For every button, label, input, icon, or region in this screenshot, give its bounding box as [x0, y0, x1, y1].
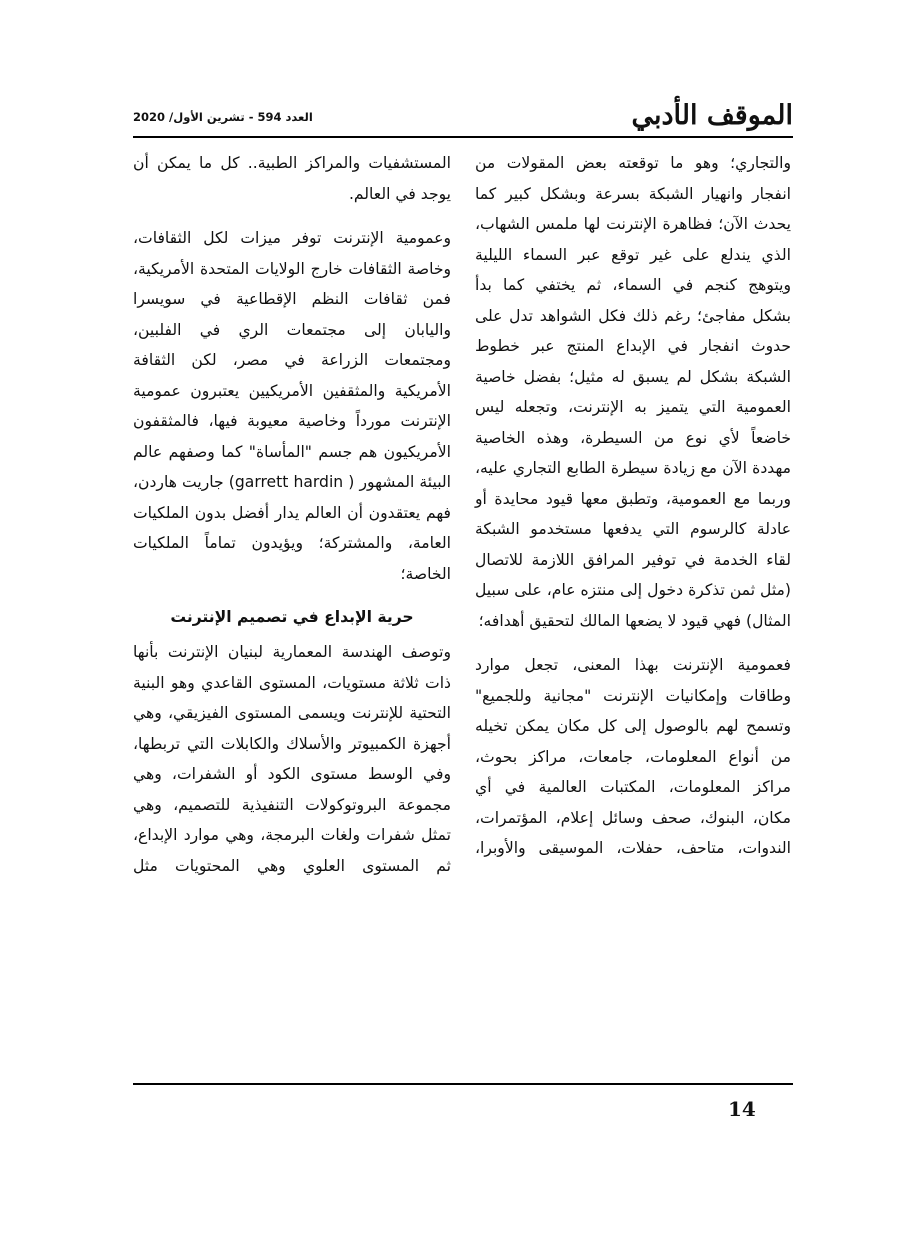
header-rule: [133, 136, 793, 138]
paragraph: وتوصف الهندسة المعمارية لبنيان الإنترنت بأنها ذات ثلاثة مستويات، المستوى القاعدي وهو البنية التحتية للإنترنت ويسمى المستوى الفيزيقي، وهي أجهزة الكمبيوتر والأسلاك والكابلات التي تربطها، وفي الوسط مستوى الكود أو الشفرات، وهي مجموعة البروتوكولات التنفيذية للتصميم، وهي تمثل شفرات ولغات البرمجة، وهي موارد الإبداع، ثم المستوى العلوي وهي المحتويات مثل: [133, 643, 451, 875]
page-header: [133, 100, 793, 136]
issue-info: العدد 594 - تشرين الأول/ 2020: [133, 110, 313, 124]
paragraph: وعمومية الإنترنت توفر ميزات لكل الثقافات، وخاصة الثقافات خارج الولايات المتحدة الأمريكية، فمن ثقافات النظم الإقطاعية في سويسرا واليابان إلى مجتمعات الري في الفلبين، ومجتمعات الزراعة في مصر، لكن الثقافة الأمريكية والمثقفين الأمريكيين يعتبرون عمومية الإنترنت مورداً وخاصية معيوبة فيها، فالمثقفون الأمريكيون هم جسم "المأساة" كما وصفهم عالم البيئة المشهور ( garrett hardin) جاريت هاردن، فهم يعتقدون أن العالم يدار أفضل بدون الملكيات العامة، والمشتركة؛ ويؤيدون تماماً الملكيات الخاصة؛: [133, 229, 451, 583]
paragraph: فعمومية الإنترنت بهذا المعنى، تجعل موارد وطاقات وإمكانيات الإنترنت "مجانية وللجميع" وتسمح لهم بالوصول إلى كل مكان يمكن تخيله من أنواع المعلومات، جامعات، مراكز بحوث، مراكز المعلومات، المكتبات العالمية في أي مكان، البنوك، صحف وسائل إعلام، المؤتمرات، الندوات، متاحف، حفلات، الموسيقى والأوبرا،: [475, 656, 791, 857]
section-heading: حرية الإبداع في تصميم الإنترنت: [170, 608, 414, 626]
footer-rule: [133, 1083, 793, 1085]
paragraph: والتجاري؛ وهو ما توقعته بعض المقولات من انفجار وانهيار الشبكة بسرعة وبشكل كبير كما يحدث الآن؛ فظاهرة الإنترنت لها ملمس الشهاب، الذي يندلع على غير توقع عبر السماء الليلية ويتوهج كنجم في السماء، ثم يختفي كما بدأ بشكل مفاجئ؛ رغم ذلك فكل الشواهد تدل على حدوث انفجار في الإبداع المنتج عبر خطوط الشبكة بشكل لم يسبق له مثيل؛ بفضل خاصية العمومية التي يتميز به الإنترنت، وتجعله ليس خاضعاً لأي نوع من السيطرة، وهذه الخاصية مهددة الآن مع زيادة سيطرة الطابع التجاري عليه، وربما مع العمومية، وتطبق معها قيود محايدة أو عادلة كالرسوم التي يدفعها مستخدمو الشبكة لقاء الخدمة في توفير المرافق اللازمة للاتصال (مثل ثمن تذكرة دخول إلى منتزه عام، على سبيل المثال) فهي قيود لا يضعها المالك لتحقيق أهدافه؛: [475, 154, 791, 630]
page-number: 14: [728, 1097, 756, 1121]
paragraph: المستشفيات والمراكز الطبية.. كل ما يمكن أن يوجد في العالم.: [133, 154, 451, 203]
magazine-logo: الموقف الأدبي: [631, 100, 793, 131]
right-column: [475, 148, 791, 864]
left-column: [133, 148, 451, 881]
